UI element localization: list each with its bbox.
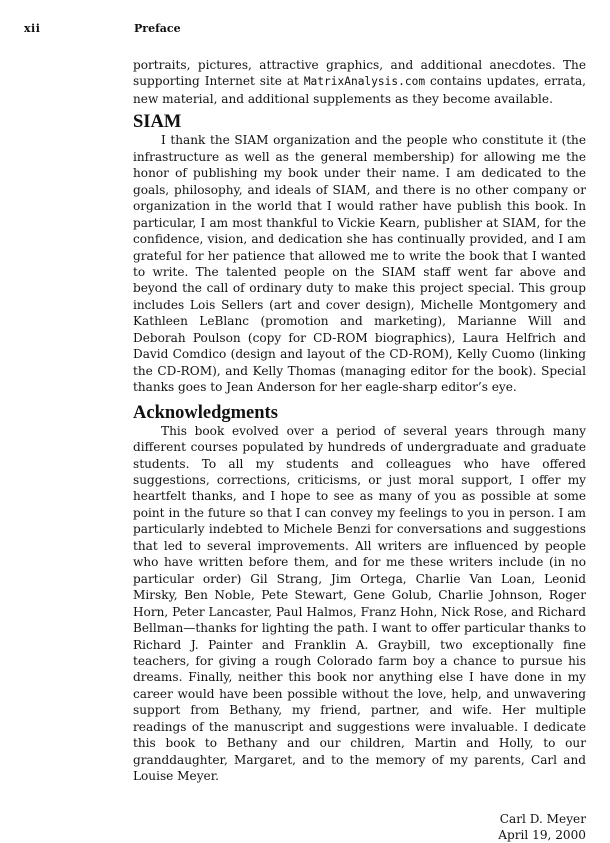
siam-paragraph: I thank the SIAM organization and the people who constitute it (the infrastructure as well as the general membership) for allowing me the honor of publishing my book under their name. I am dedicated to the goals, philosophy, and ideals of SIAM, and there is no other company or organization in the world that I would rather have publish this book. In particular, I am most thankful to Vickie Kearn, publisher at SIAM, for the confidence, vision, and dedication she has continually provided, and I am grateful for her patience that allowed me to write the book that I wanted to write. The talented people on the SIAM staff went far above and beyond the call of ordinary duty to make this project special. This group includes Lois Sellers (art and cover design), Michelle Montgomery and Kathleen LeBlanc (promotion and marketing), Marianne Will and Deborah Poulson (copy for CD-ROM biographics), Laura Helfrich and David Comdico (design and layout of the CD-ROM), Kelly Cuomo (linking the CD-ROM), and Kelly Thomas (managing editor for the book). Special thanks goes to Jean Anderson for her eagle-sharp editor’s eye.: [133, 133, 586, 395]
intro-text-after: contains updates, errata, new material, and additional supplements as they become available.: [133, 74, 586, 106]
siam-heading: SIAM: [133, 112, 182, 133]
page-number: xii: [24, 22, 41, 35]
page-body: [133, 57, 586, 843]
signature-block: [133, 811, 586, 843]
signature-date: April 19, 2000: [498, 828, 586, 843]
page-header: [24, 22, 584, 38]
intro-paragraph: [133, 57, 586, 107]
author-name: Carl D. Meyer: [499, 811, 586, 826]
acknowledgments-heading: Acknowledgments: [133, 402, 278, 423]
running-title: Preface: [134, 22, 181, 35]
acknowledgments-paragraph: This book evolved over a period of several years through many different courses populated by hundreds of undergraduate and graduate students. To all my students and colleagues who have offered suggestions, corrections, criticisms, or just moral support, I offer my heartfelt thanks, and I hope to see as many of you as possible at some point in the future so that I can convey my feelings to you in person. I am particularly indebted to Michele Benzi for conversations and suggestions that led to several improvements. All writers are influenced by people who have written before them, and for me these writers include (in no particular order) Gil Strang, Jim Ortega, Charlie Van Loan, Leonid Mirsky, Ben Noble, Pete Stewart, Gene Golub, Charlie Johnson, Roger Horn, Peter Lancaster, Paul Halmos, Franz Hohn, Nick Rose, and Richard Bellman—thanks for lighting the path. I want to offer particular thanks to Richard J. Painter and Franklin A. Graybill, two exceptionally fine teachers, for giving a rough Colorado farm boy a chance to pursue his dreams. Finally, neither this book nor anything else I have done in my career would have been possible without the love, help, and unwavering support from Bethany, my friend, partner, and wife. Her multiple readings of the manuscript and suggestions were invaluable. I dedicate this book to Bethany and our children, Martin and Holly, to our granddaughter, Margaret, and to the memory of my parents, Carl and Louise Meyer.: [133, 423, 586, 784]
intro-text-before: portraits, pictures, attractive graphics, and additional anecdotes. The supporting Internet site at: [133, 58, 586, 89]
website-link[interactable]: MatrixAnalysis.com: [303, 75, 426, 89]
